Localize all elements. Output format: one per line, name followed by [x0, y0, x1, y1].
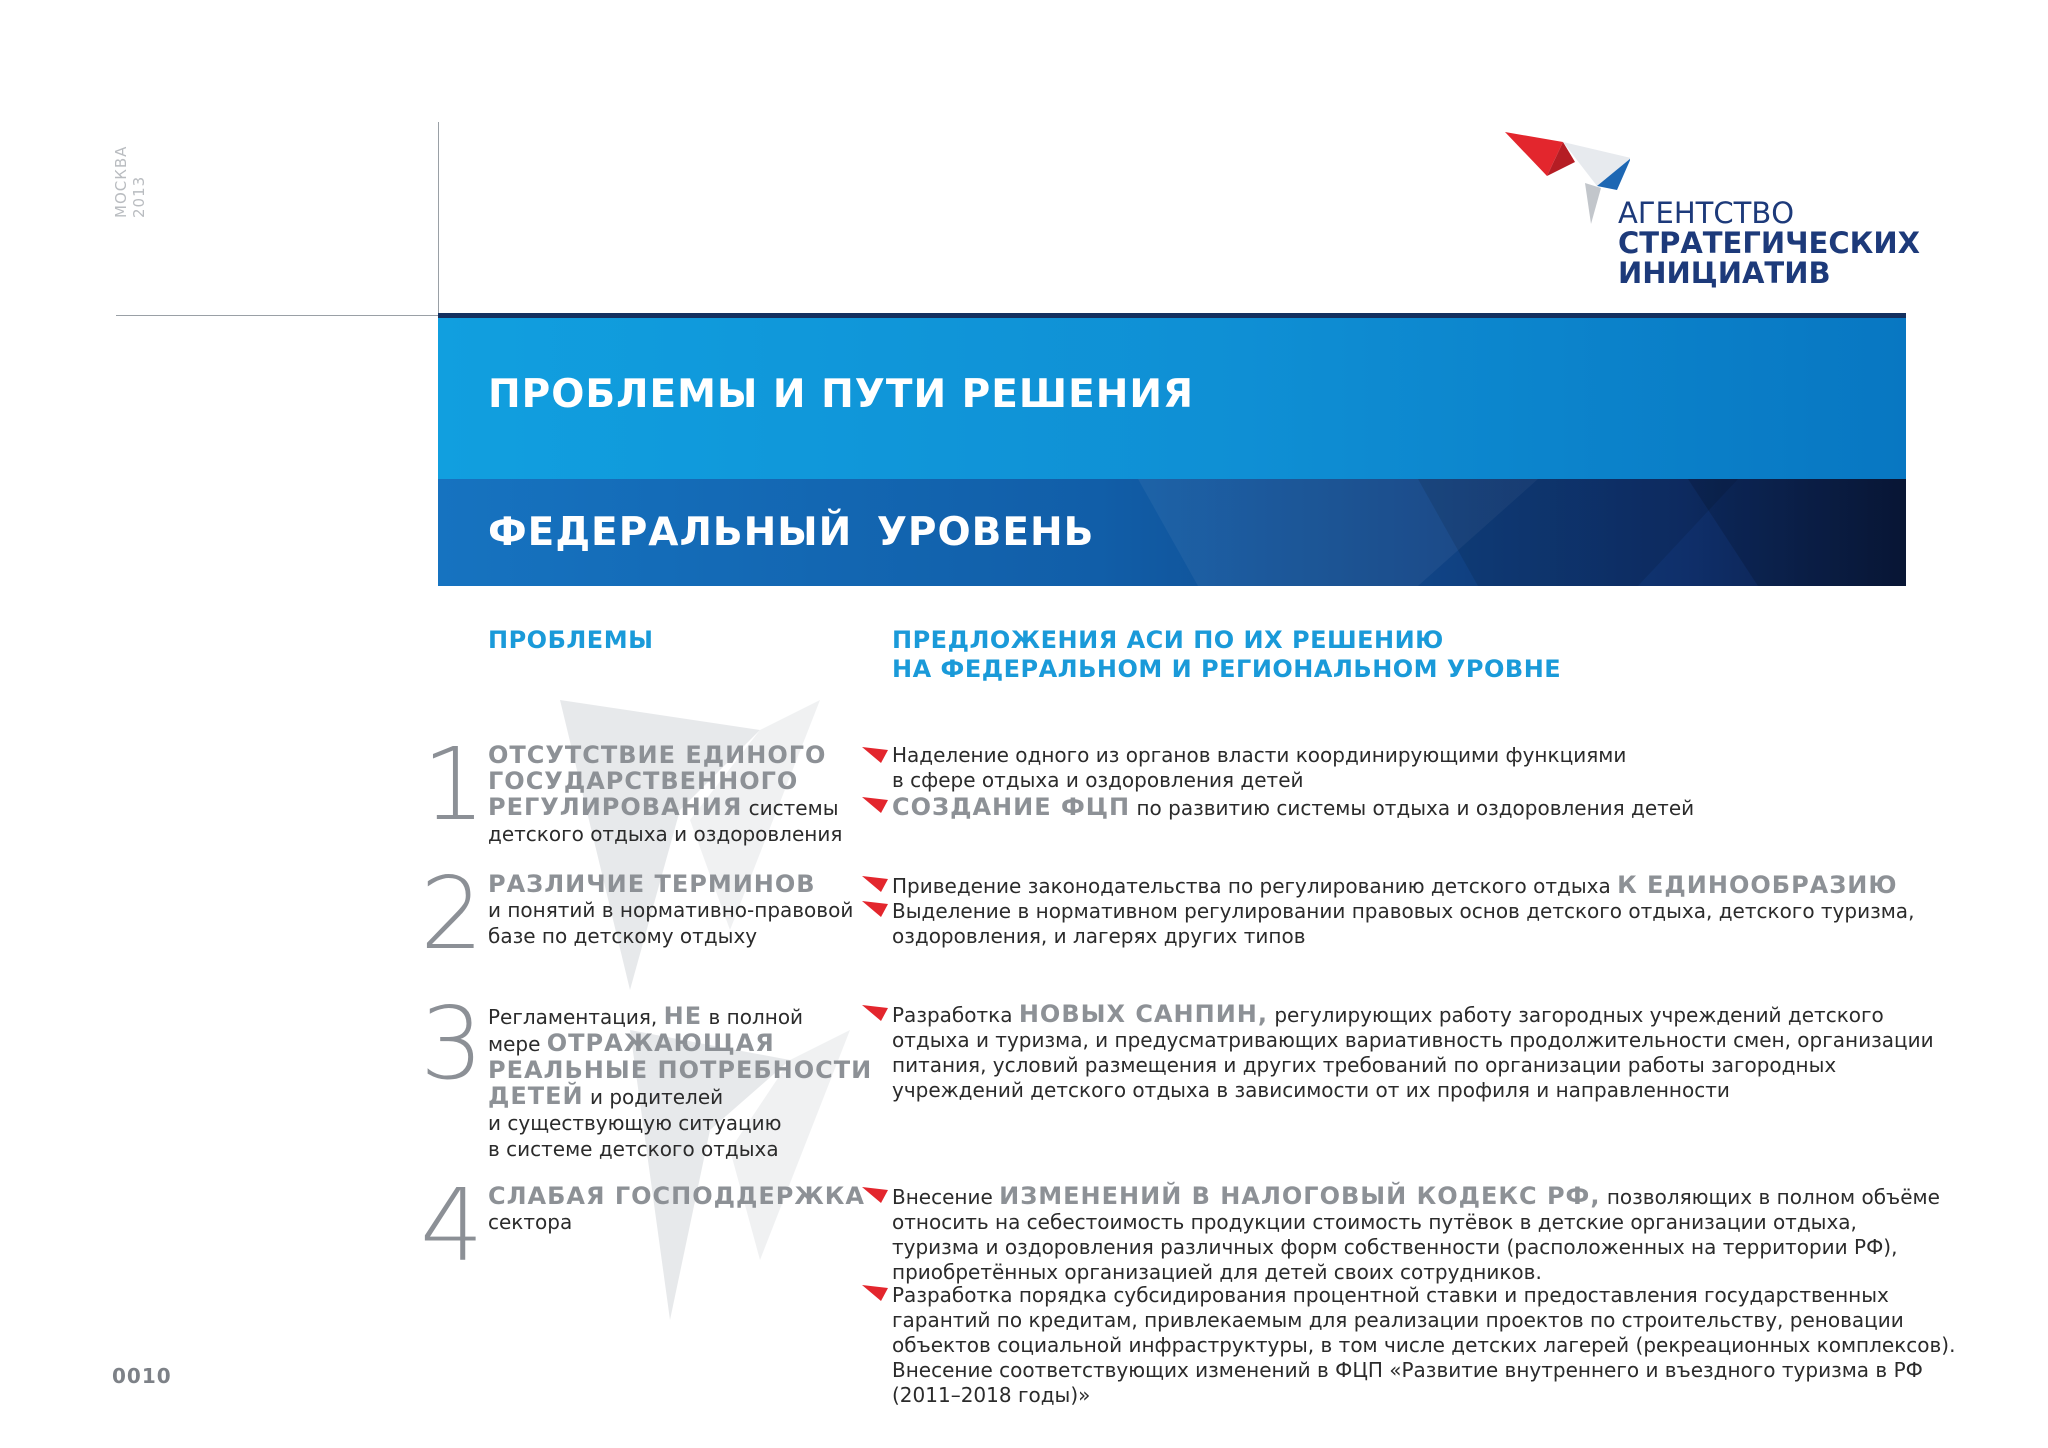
bullet-arrow-icon [862, 1285, 888, 1301]
problem-number-1: 1 [422, 726, 486, 843]
banner-subtitle: ФЕДЕРАЛЬНЫЙ УРОВЕНЬ [488, 510, 1095, 555]
proposal-1-2-bold: СОЗДАНИЕ ФЦП [892, 793, 1131, 821]
problem-3-bold-3: РЕАЛЬНЫЕ ПОТРЕБНОСТИ [488, 1056, 873, 1084]
proposal-3-1-line-3: питания, условий размещения и других требований по организации работы загородных [892, 1053, 1837, 1077]
logo-line-1: АГЕНТСТВО [1618, 196, 1795, 230]
problem-1-bold-3: РЕГУЛИРОВАНИЯ [488, 793, 743, 821]
proposals-heading-line-2: НА ФЕДЕРАЛЬНОМ И РЕГИОНАЛЬНОМ УРОВНЕ [892, 655, 1562, 683]
problem-number-3: 3 [420, 985, 484, 1102]
proposal-2-1-bold: К ЕДИНООБРАЗИЮ [1617, 871, 1898, 899]
proposal-2-1 [892, 872, 1898, 899]
problem-4-text [488, 1183, 878, 1235]
proposal-3-1-line-2: отдыха и туризма, и предусматривающих вариативность продолжительности смен, организации [892, 1028, 1934, 1052]
proposal-2-2-line-1: Выделение в нормативном регулировании правовых основ детского отдыха, детского туризма, [892, 899, 1915, 923]
proposal-1-2 [892, 794, 1694, 821]
problem-3-text-3: мере [488, 1032, 547, 1056]
proposal-2-2 [892, 899, 1914, 949]
proposal-3-1-pre: Разработка [892, 1003, 1019, 1027]
problem-number-2: 2 [420, 855, 484, 972]
proposal-4-1-rest: позволяющих в полном объёме [1600, 1185, 1940, 1209]
bullet-arrow-icon [862, 747, 888, 763]
banner-title: ПРОБЛЕМЫ И ПУТИ РЕШЕНИЯ [488, 372, 1195, 417]
problem-3-bold-1: НЕ [663, 1002, 703, 1030]
logo-line-3: ИНИЦИАТИВ [1618, 256, 1831, 290]
proposal-4-2-line-4: Внесение соответствующих изменений в ФЦП «Развитие внутреннего и въездного туризма в РФ [892, 1358, 1923, 1382]
proposal-4-1-line-3: туризма и оздоровления различных форм собственности (расположенных на территории РФ), [892, 1235, 1898, 1259]
problem-2-text-2: базе по детскому отдыху [488, 924, 758, 948]
problem-3-bold-2: ОТРАЖАЮЩАЯ [546, 1029, 775, 1057]
proposal-4-2 [892, 1283, 1955, 1408]
asi-logo-icon [1505, 128, 1630, 224]
problem-4-text-1: сектора [488, 1210, 573, 1234]
proposal-1-1-line-1: Наделение одного из органов власти координирующими функциями [892, 743, 1627, 767]
proposal-2-1-text: Приведение законодательства по регулированию детского отдыха [892, 874, 1618, 898]
problem-4-bold-1: СЛАБАЯ ГОСПОДДЕРЖКА [488, 1182, 865, 1210]
problem-3-text [488, 1003, 878, 1162]
proposal-3-1 [892, 1001, 1934, 1103]
problem-2-text-1: и понятий в нормативно-правовой [488, 898, 854, 922]
problem-1-bold-1: ОТСУТСТВИЕ ЕДИНОГО [488, 741, 827, 769]
vertical-divider [438, 122, 439, 318]
proposal-1-2-text: по развитию системы отдыха и оздоровления детей [1130, 796, 1695, 820]
proposal-4-2-line-3: объектов социальной инфраструктуры, в том числе детских лагерей (рекреационных комплексов). [892, 1333, 1956, 1357]
city-label: МОСКВА [112, 145, 130, 218]
problem-3-text-5: и существующую ситуацию [488, 1111, 782, 1135]
proposal-2-2-line-2: оздоровления, и лагерях других типов [892, 924, 1306, 948]
bullet-arrow-icon [862, 1005, 888, 1021]
bullet-arrow-icon [862, 1187, 888, 1203]
problem-1-text [488, 742, 868, 847]
year-label: 2013 [130, 175, 148, 218]
page-number: 0010 [112, 1364, 172, 1388]
problems-heading: ПРОБЛЕМЫ [488, 626, 654, 654]
proposal-4-1-line-2: относить на себестоимость продукции стоимость путёвок в детские организации отдыха, [892, 1210, 1857, 1234]
problem-2-text [488, 871, 868, 949]
proposal-3-1-rest: регулирующих работу загородных учреждений детского [1267, 1003, 1884, 1027]
proposals-heading [892, 626, 1561, 684]
problem-3-text-6: в системе детского отдыха [488, 1137, 779, 1161]
problem-3-bold-4: ДЕТЕЙ [488, 1082, 584, 1110]
problem-2-bold-1: РАЗЛИЧИЕ ТЕРМИНОВ [488, 870, 816, 898]
proposal-1-1 [892, 743, 1626, 793]
proposal-4-1-line-4: приобретённых организацией для детей своих сотрудников. [892, 1260, 1542, 1284]
bullet-arrow-icon [862, 901, 888, 917]
bullet-arrow-icon [862, 797, 888, 813]
problem-3-text-1: Регламентация, [488, 1005, 664, 1029]
proposal-4-2-line-1: Разработка порядка субсидирования процентной ставки и предоставления государственных [892, 1283, 1889, 1307]
proposal-3-1-bold: НОВЫХ САНПИН, [1018, 1000, 1268, 1028]
problem-3-text-2: в полной [702, 1005, 804, 1029]
proposal-4-1 [892, 1183, 1940, 1285]
problem-1-text-1: системы [742, 796, 839, 820]
bullet-arrow-icon [862, 876, 888, 892]
proposal-4-1-bold: ИЗМЕНЕНИЙ В НАЛОГОВЫЙ КОДЕКС РФ, [999, 1182, 1601, 1210]
proposal-3-1-line-4: учреждений детского отдыха в зависимости от их профиля и направленности [892, 1078, 1730, 1102]
problem-1-text-2: детского отдыха и оздоровления [488, 822, 843, 846]
proposals-heading-line-1: ПРЕДЛОЖЕНИЯ АСИ ПО ИХ РЕШЕНИЮ [892, 626, 1444, 654]
logo-wordmark [1618, 198, 1920, 288]
problem-1-bold-2: ГОСУДАРСТВЕННОГО [488, 767, 799, 795]
problem-3-text-4: и родителей [583, 1085, 724, 1109]
proposal-4-2-line-5: (2011–2018 годы)» [892, 1383, 1091, 1407]
proposal-4-2-line-2: гарантий по кредитам, привлекаемым для реализации проектов по строительству, реновации [892, 1308, 1904, 1332]
proposal-4-1-pre: Внесение [892, 1185, 1000, 1209]
proposal-1-1-line-2: в сфере отдыха и оздоровления детей [892, 768, 1304, 792]
horizontal-divider [116, 315, 438, 316]
side-date [112, 146, 148, 218]
problem-number-4: 4 [420, 1167, 484, 1284]
logo-line-2: СТРАТЕГИЧЕСКИХ [1618, 226, 1920, 260]
